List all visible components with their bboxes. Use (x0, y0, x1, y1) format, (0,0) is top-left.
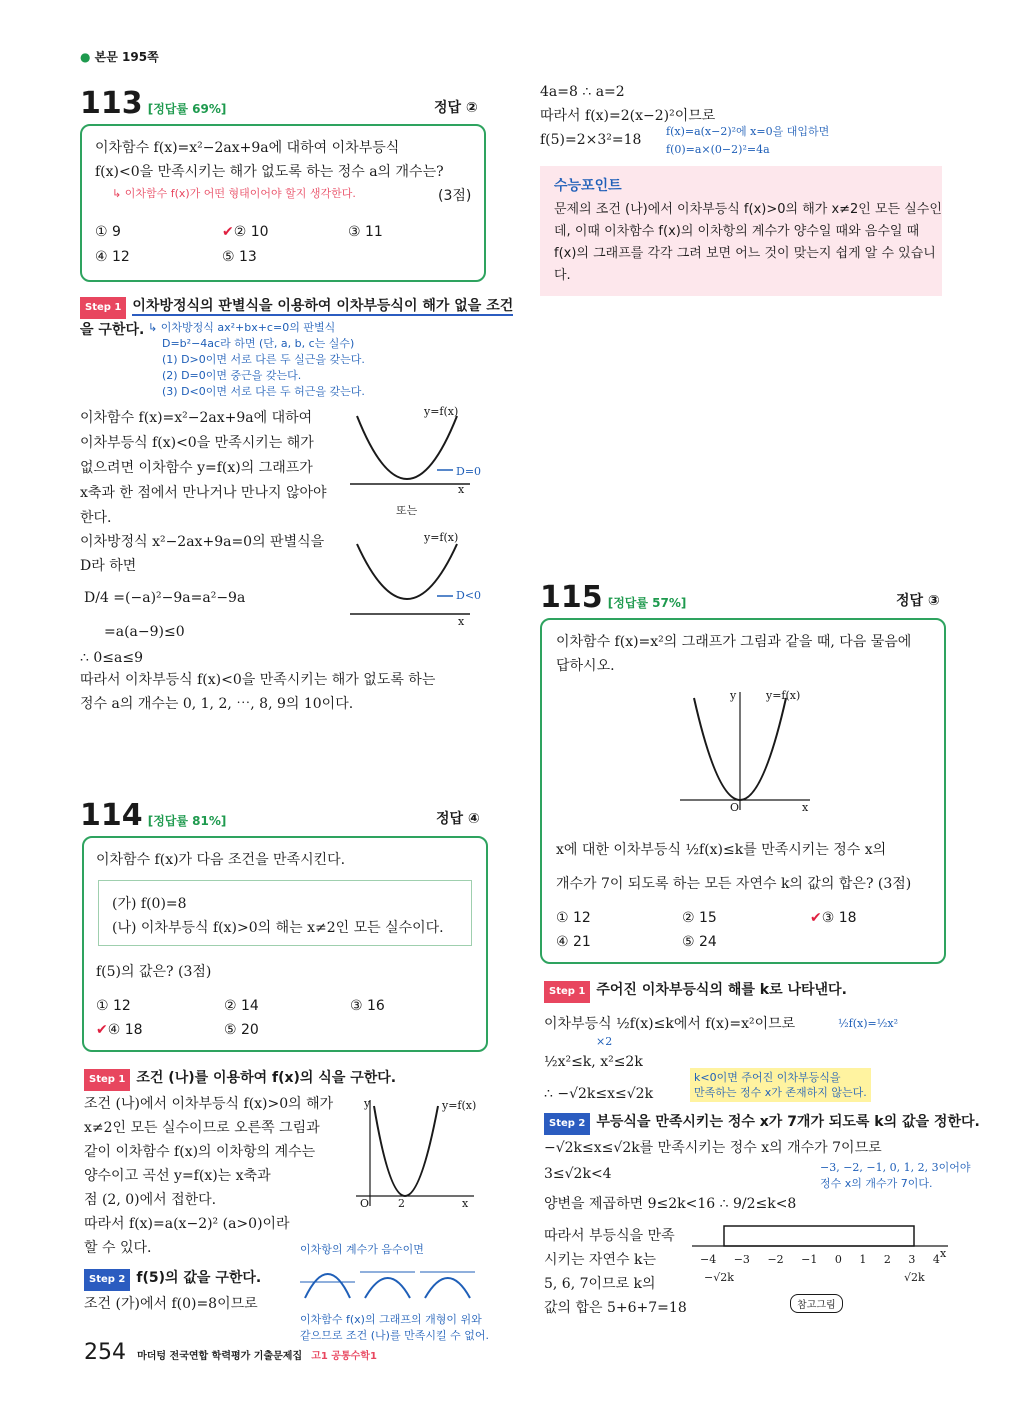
condition: (가) f(0)=8 (112, 896, 187, 912)
body-line: 따라서 f(x)=a(x−2)² (a>0)이라 (84, 1216, 290, 1232)
body-line: x축과 한 점에서 만나거나 만나지 않아야 (80, 485, 327, 501)
step2-title: Step 2 f(5)의 값을 구한다. (84, 1268, 261, 1291)
question-line: 답하시오. (556, 658, 615, 674)
negative-graphs (300, 1260, 480, 1300)
note: f(0)=a×(0−2)²=4a (666, 143, 770, 156)
body-line: ½x²≤k, x²≤2k (544, 1054, 643, 1070)
step-badge: Step 2 (84, 1269, 130, 1291)
discriminant-note: ↳ 이차방정식 ax²+bx+c=0의 판별식 D=b²−4ac라 하면 (단, a, b, c는 실수) (1) D>0이면 서로 다른 두 실근을 갖는다. (2) D=0이면 중근을 갖는다. (3) D<0이면 서로 다른 두 허근을 갖는다. (148, 321, 365, 398)
choice-selected[interactable]: ✔② 10 (222, 224, 269, 240)
body-line: 3≤√2k<4 (544, 1166, 612, 1182)
body-line: 이차함수 f(x)=x²−2ax+9a에 대하여 (80, 410, 313, 426)
step-badge: Step 1 (80, 297, 126, 319)
tip-line: f(x)의 그래프를 각각 그려 보면 어느 것이 맞는지 쉽게 알 수 있습니 (554, 246, 936, 261)
axis-label: x (462, 1197, 469, 1210)
body-line: 이차부등식 ½f(x)≤k에서 f(x)=x²이므로 (544, 1016, 796, 1032)
graph-label: y=f(x) (424, 531, 459, 544)
question-line: f(5)의 값은? (3점) (96, 964, 212, 980)
reference-figure-badge: 참고그림 (790, 1294, 843, 1313)
step1-title: Step 1 조건 (나)를 이용하여 f(x)의 식을 구한다. (84, 1068, 396, 1091)
equation: =a(a−9)≤0 (104, 624, 185, 640)
body-line: 이차부등식 f(x)<0을 만족시키는 해가 (80, 435, 314, 451)
note: ½f(x)=½x² (838, 1017, 899, 1030)
body-line: 양변을 제곱하면 9≤2k<16 ∴ 9/2≤k<8 (544, 1196, 797, 1212)
check-icon: ✔ (222, 224, 234, 240)
root-label: −√2k (704, 1271, 734, 1284)
step1-title-cont: 을 구한다. (80, 322, 145, 338)
question-line: 이차함수 f(x)=x²−2ax+9a에 대하여 이차부등식 (95, 140, 400, 156)
equation: D/4 =(−a)²−9a=a²−9a (84, 590, 246, 606)
accuracy-rate: [정답률 57%] (607, 596, 687, 610)
body-line: −√2k≤x≤√2k를 만족시키는 정수 x의 개수가 7이므로 (544, 1140, 882, 1156)
tip-title: 수능포인트 (554, 178, 622, 194)
yellow-note: k<0이면 주어진 이차부등식을 만족하는 정수 x가 존재하지 않는다. (690, 1068, 871, 1102)
circle-icon: ● (80, 50, 91, 64)
note: 정수 x의 개수가 7이다. (820, 1177, 933, 1190)
step-badge: Step 2 (544, 1113, 590, 1135)
check-icon: ✔ (96, 1022, 108, 1038)
condition: (나) 이차부등식 f(x)>0의 해는 x≠2인 모든 실수이다. (112, 920, 444, 936)
step-badge: Step 1 (544, 981, 590, 1003)
graph-label: y=f(x) (424, 405, 459, 418)
step1-title: Step 1 이차방정식의 판별식을 이용하여 이차부등식이 해가 없을 조건 (80, 296, 513, 319)
answer-label: 정답 ③ (896, 593, 940, 609)
body-line: ∴ −√2k≤x≤√2k (544, 1086, 654, 1102)
step-badge: Step 1 (84, 1069, 130, 1091)
tip-line: 다. (554, 268, 571, 283)
choice[interactable]: ④ 21 (556, 934, 591, 950)
body-line: 이차방정식 x²−2ax+9a=0의 판별식을 (80, 534, 325, 550)
axis-label: x (458, 615, 465, 628)
accuracy-rate: [정답률 81%] (147, 814, 227, 828)
check-icon: ✔ (810, 910, 822, 926)
question-line: f(x)<0을 만족시키는 해가 없도록 하는 정수 a의 개수는? (95, 164, 444, 180)
body-line: 정수 a의 개수는 0, 1, 2, ⋯, 8, 9의 10이다. (80, 696, 354, 712)
choice[interactable]: ① 9 (95, 224, 121, 240)
axis-label: y (730, 689, 737, 702)
graph-label: y=f(x) (766, 689, 801, 702)
note: −3, −2, −1, 0, 1, 2, 3이어야 (820, 1161, 971, 1174)
graph-label: y=f(x) (442, 1099, 477, 1112)
body-line: 따라서 부등식을 만족 (544, 1228, 675, 1244)
choice-selected[interactable]: ✔④ 18 (96, 1022, 143, 1038)
body-line: 한다. (80, 510, 112, 526)
question-line: x에 대한 이차부등식 ½f(x)≤k를 만족시키는 정수 x의 (556, 842, 887, 858)
note: f(x)=a(x−2)²에 x=0을 대입하면 (666, 125, 830, 138)
tick-label: 2 (398, 1197, 405, 1210)
choice[interactable]: ⑤ 20 (224, 1022, 259, 1038)
body-line: 4a=8 ∴ a=2 (540, 84, 625, 100)
answer-label: 정답 ② (434, 100, 478, 116)
step1-title: Step 1 주어진 이차부등식의 해를 k로 나타낸다. (544, 980, 847, 1003)
axis-label: x (940, 1247, 947, 1260)
footer (84, 1340, 377, 1365)
body-line: 양수이고 곡선 y=f(x)는 x축과 (84, 1168, 271, 1184)
question-line: 이차함수 f(x)가 다음 조건을 만족시킨다. (96, 852, 346, 868)
body-line: 따라서 f(x)=2(x−2)²이므로 (540, 108, 716, 124)
answer-label: 정답 ④ (436, 811, 480, 827)
choice[interactable]: ② 14 (224, 998, 259, 1014)
origin-label: O (730, 801, 740, 814)
problem-115-header (540, 580, 686, 615)
body-line: 따라서 이차부등식 f(x)<0을 만족시키는 해가 없도록 하는 (80, 672, 436, 688)
body-line: 같이 이차함수 f(x)의 이차항의 계수는 (84, 1144, 316, 1160)
problem-113-header (80, 86, 226, 121)
body-line: 5, 6, 7이므로 k의 (544, 1276, 656, 1292)
step2-title: Step 2 부등식을 만족시키는 정수 x가 7개가 되도록 k의 값을 정한다. (544, 1112, 980, 1135)
body-line: 조건 (가)에서 f(0)=8이므로 (84, 1296, 258, 1312)
hint-note: ↳ 이차함수 f(x)가 어떤 형태이어야 할지 생각한다. (112, 187, 356, 200)
equation: ∴ 0≤a≤9 (80, 650, 143, 666)
axis-label: y (364, 1097, 371, 1110)
body-line: D라 하면 (80, 558, 137, 574)
tip-line: 문제의 조건 (나)에서 이차부등식 f(x)>0의 해가 x≠2인 모든 실수인 (554, 202, 942, 217)
problem-number: 113 (80, 86, 143, 121)
choice[interactable]: ③ 16 (350, 998, 385, 1014)
question-line: 개수가 7이 되도록 하는 모든 자연수 k의 값의 합은? (3점) (556, 876, 912, 892)
choice[interactable]: ① 12 (96, 998, 131, 1014)
page-number: 254 (84, 1340, 126, 1365)
tip-line: 데, 이때 이차함수 f(x)의 이차항의 계수가 양수일 때와 음수일 때 (554, 224, 920, 239)
page-ref-text: 본문 195쪽 (94, 50, 159, 64)
points: (3점) (438, 188, 472, 204)
origin-label: O (360, 1197, 370, 1210)
body-line: 조건 (나)에서 이차부등식 f(x)>0의 해가 (84, 1096, 334, 1112)
choice[interactable]: ① 12 (556, 910, 591, 926)
question-line: 이차함수 f(x)=x²의 그래프가 그림과 같을 때, 다음 물음에 (556, 634, 912, 650)
axis-label: x (802, 801, 809, 814)
graph-label: D=0 (456, 465, 482, 478)
graph-115 (676, 688, 816, 816)
body-line: f(5)=2×3²=18 (540, 132, 642, 148)
body-line: 점 (2, 0)에서 접한다. (84, 1192, 217, 1208)
problem-number: 115 (540, 580, 603, 615)
body-line: 할 수 있다. (84, 1240, 152, 1256)
note: 같으므로 조건 (나)를 만족시킬 수 없어. (300, 1329, 489, 1342)
problem-114-header (80, 798, 226, 833)
body-line: x≠2인 모든 실수이므로 오른쪽 그림과 (84, 1120, 320, 1136)
body-line: 없으려면 이차함수 y=f(x)의 그래프가 (80, 460, 313, 476)
body-line: 값의 합은 5+6+7=18 (544, 1300, 687, 1316)
subject-label: 고1 공통수학1 (311, 1351, 377, 1362)
choice[interactable]: ③ 11 (348, 224, 383, 240)
note: 이차함수 f(x)의 그래프의 개형이 위와 (300, 1313, 482, 1326)
page-ref (80, 48, 159, 65)
or-label: 또는 (396, 504, 418, 517)
body-line: 시키는 자연수 k는 (544, 1252, 657, 1268)
problem-number: 114 (80, 798, 143, 833)
choice[interactable]: ② 15 (682, 910, 717, 926)
note: ×2 (596, 1035, 613, 1048)
graph-label: D<0 (456, 589, 482, 602)
root-label: √2k (904, 1271, 925, 1284)
book-title: 마더텅 전국연합 학력평가 기출문제집 (137, 1351, 303, 1362)
tick-labels: −4 −3 −2 −1 0 1 2 3 4 (700, 1253, 940, 1266)
note: 이차항의 계수가 음수이면 (300, 1243, 424, 1256)
choice[interactable]: ⑤ 24 (682, 934, 717, 950)
choice-selected[interactable]: ✔③ 18 (810, 910, 857, 926)
choice[interactable]: ⑤ 13 (222, 249, 257, 265)
accuracy-rate: [정답률 69%] (147, 102, 227, 116)
axis-label: x (458, 483, 465, 496)
choice[interactable]: ④ 12 (95, 249, 130, 265)
